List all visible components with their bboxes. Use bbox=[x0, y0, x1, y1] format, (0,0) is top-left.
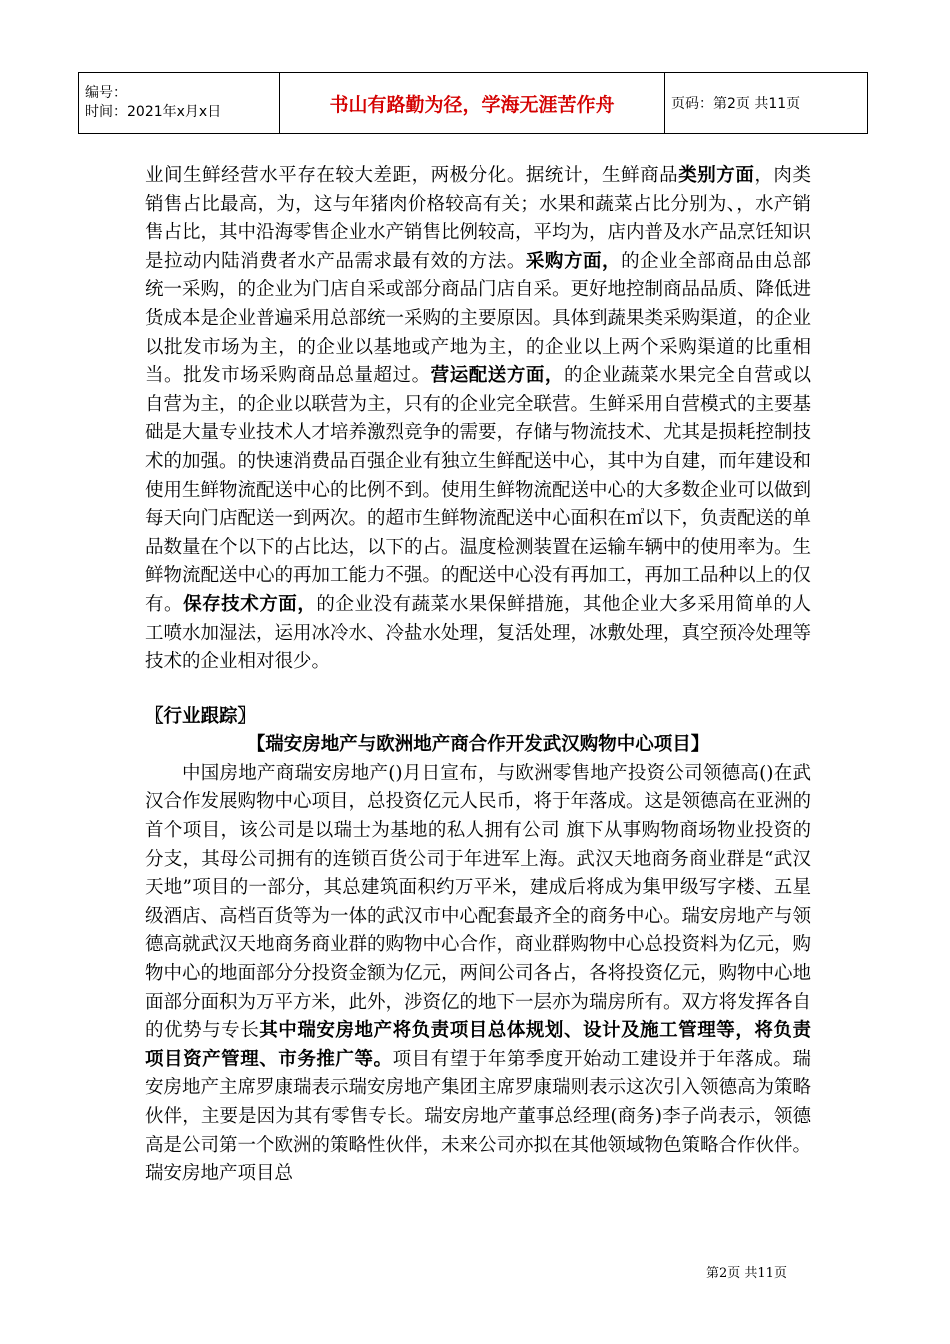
header-motto: 书山有路勤为径，学海无涯苦作舟 bbox=[280, 73, 665, 134]
text-run: 的企业没有蔬菜水果保鲜措施，其他企业大多采用简单的人工喷水加湿法，运用冰冷水、冷盐水处理，复活处理，冰敷处理，真空预冷处理等技术的企业相对很少。 bbox=[145, 593, 812, 673]
document-header bbox=[78, 72, 868, 134]
article-title: 【瑞安房地产与欧洲地产商合作开发武汉购物中心项目】 bbox=[246, 734, 710, 756]
header-meta-cell bbox=[79, 73, 280, 134]
text-run: 的企业全部商品由总部统一采购，的企业为门店自采或部分商品门店自采。更好地控制商品品质、降低进货成本是企业普遍采用总部统一采购的主要原因。具体到蔬果类采购渠道，的企业以批发市场为主，的企业以基地或产地为主，的企业以上两个采购渠道的比重相当。批发市场采购商品总量超过。 bbox=[145, 250, 812, 387]
page-footer: 第2页 共11页 bbox=[706, 1266, 787, 1281]
document-body bbox=[145, 162, 811, 1189]
text-run: 项目有望于年第季度开始动工建设并于年落成。瑞安房地产主席罗康瑞表示瑞安房地产集团主席罗康瑞则表示这次引入领德高为策略伙伴，主要是因为其有零售专长。瑞安房地产董事总经理(商务)李子尚表示，领德高是公司第一个欧洲的策略性伙伴，未来公司亦拟在其他领域物色策略合作伙伴。瑞安房地产项目总 bbox=[145, 1048, 812, 1185]
paragraph-shui-on bbox=[145, 760, 811, 1189]
paragraph-fresh-produce bbox=[145, 162, 811, 677]
number-label: 编号： bbox=[85, 85, 127, 101]
section-label: 〖行业跟踪〗 bbox=[145, 705, 257, 727]
header-page-info: 页码：第2页 共11页 bbox=[665, 73, 868, 134]
bold-heading-category: 类别方面 bbox=[678, 165, 755, 186]
text-run: 的企业蔬菜水果完全自营或以自营为主，的企业以联营为主，只有的企业完全联营。生鲜采用自营模式的主要基础是大量专业技术人才培养激烈竞争的需要，存储与物流技术、尤其是损耗控制技术的加强。的快速消费品百强企业有独立生鲜配送中心，其中为自建，而年建设和使用生鲜物流配送中心的比例不到。使用生鲜物流配送中心的大多数企业可以做到每天向门店配送一到两次。的超市生鲜物流配送中心面积在㎡以下，负责配送的单品数量在个以下的占比达，以下的占。温度检测装置在运输车辆中的使用率为。生鲜物流配送中心的再加工能力不强。的配送中心没有再加工，再加工品种以上的仅有。 bbox=[145, 365, 812, 615]
bold-heading-purchasing: 采购方面， bbox=[525, 250, 622, 272]
bold-heading-logistics: 营运配送方面， bbox=[430, 365, 564, 387]
text-run: ，肉类销售占比最高，为，这与年猪肉价格较高有关；水果和蔬菜占比分别为、，水产销售占比，其中沿海零售企业水产销售比例较高，平均为，店内普及水产品烹饪知识是拉动内陆消费者水产品需求最有效的方法。 bbox=[145, 165, 812, 272]
text-run: 业间生鲜经营水平存在较大差距，两极分化。据统计，生鲜商品 bbox=[145, 165, 679, 186]
bold-responsibilities: 其中瑞安房地产将负责项目总体规划、设计及施工管理等，将负责项目资产管理、市务推广等。 bbox=[145, 1020, 811, 1070]
text-run: 中国房地产商瑞安房地产()月日宣布，与欧洲零售地产投资公司领德高()在武汉合作发展购物中心项目，总投资亿元人民币，将于年落成。这是领德高在亚洲的首个项目，该公司是以瑞士为基地的私人拥有公司 旗下从事购物商场物业投资的分支，其母公司拥有的连锁百货公司于年进军上海。武汉天地商务商业群是“武汉天地”项目的一部分，其总建筑面积约万平米，建成后将成为集甲级写字楼、五星级酒店、高档百货等为一体的武汉市中心配套最齐全的商务中心。瑞安房地产与领德高就武汉天地商务商业群的购物中心合作，商业群购物中心总投资料为亿元，购物中心的地面部分分投资金额为亿元，两间公司各占，各将投资亿元，购物中心地面部分面积为万平方米，此外，涉资亿的地下一层亦为瑞房所有。双方将发挥各自的优势与专长 bbox=[145, 762, 812, 1042]
time-label: 时间：2021年x月x日 bbox=[85, 104, 222, 120]
bold-heading-preservation: 保存技术方面， bbox=[183, 593, 317, 615]
